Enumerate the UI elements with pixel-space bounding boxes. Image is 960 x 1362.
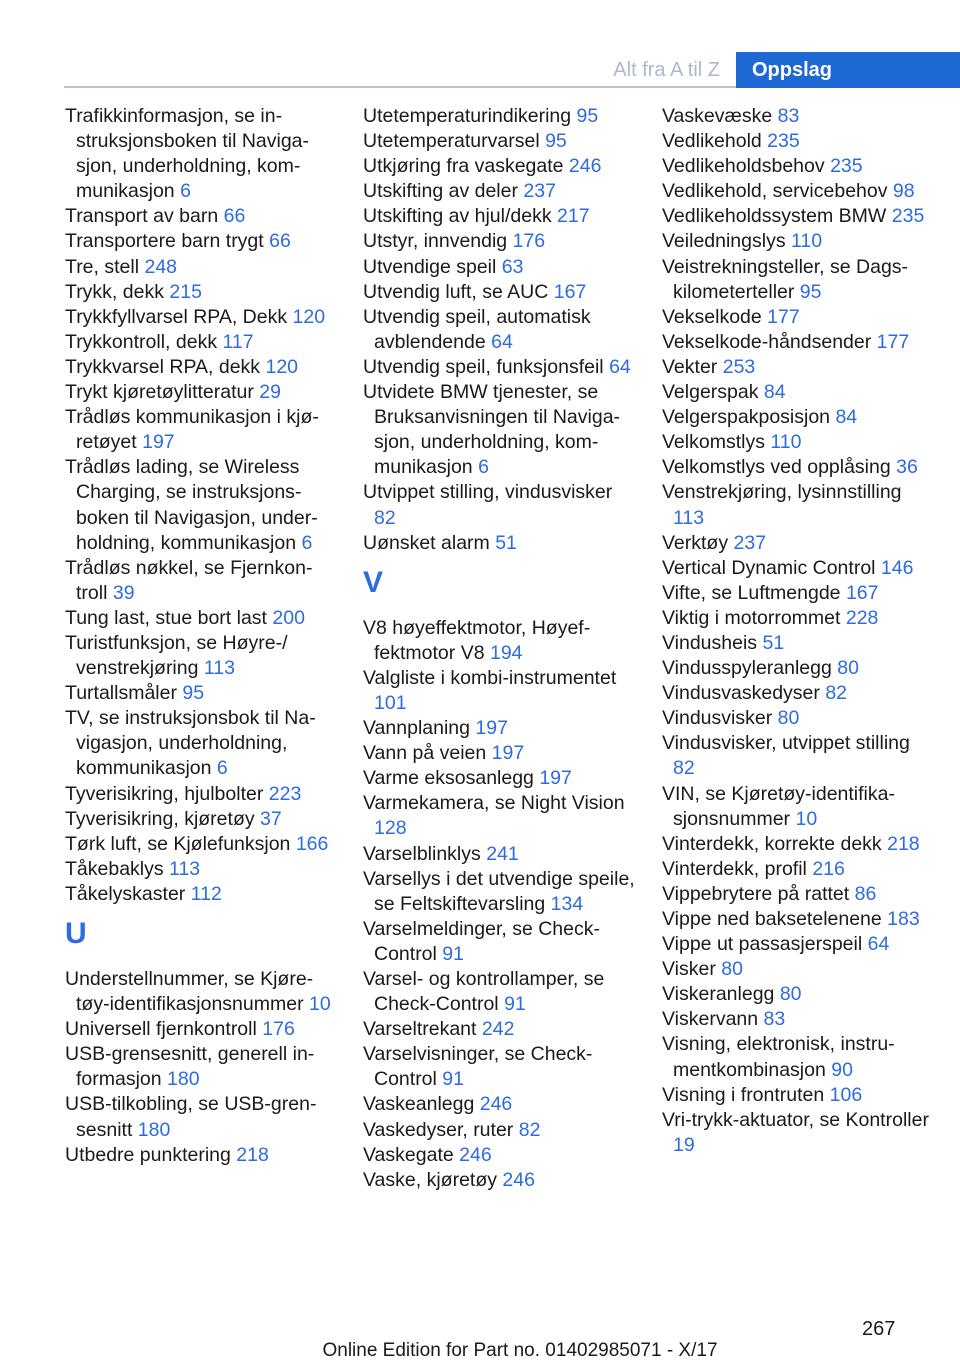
page-reference-link[interactable]: 176 [262,1018,295,1041]
index-term: Vertical Dynamic Control [662,556,876,579]
page-reference-link[interactable]: 146 [880,556,914,579]
page-reference-link[interactable]: 80 [777,707,800,730]
page-reference-link[interactable]: 66 [269,230,291,253]
index-term: Trådløs kommunikasjon i kjøretøyet [65,406,319,454]
index-term: VIN, se Kjøretøy-identifikasjonsnummer [662,782,895,830]
index-entry [662,380,934,405]
index-term: Vri-trykk-aktuator, se Kontroller [662,1108,929,1131]
page-reference-link[interactable]: 248 [144,255,178,278]
page-reference-link[interactable]: 180 [167,1068,200,1091]
index-column-1 [65,104,337,1168]
index-entry [65,204,337,229]
page-reference-link[interactable]: 197 [142,431,175,454]
index-entry [363,766,635,791]
index-entry [662,681,934,706]
index-term: Visning, elektronisk, instrumentkombinasjon [662,1033,895,1081]
page-reference-link[interactable]: 91 [442,1068,464,1091]
index-entry [65,631,337,681]
index-entry [662,631,934,656]
index-entry [65,1042,337,1092]
index-term: Tåkelyskaster [65,882,186,905]
index-entry [662,606,934,631]
index-term: Tyverisikring, kjøretøy [65,807,255,830]
index-term: Vaskegate [363,1143,454,1166]
section-title: Alt fra A til Z [613,59,720,81]
index-term: Utstyr, innvendig [363,230,508,253]
index-entry [65,280,337,305]
index-entry [662,255,934,305]
index-term: Vippe ut passasjerspeil [662,933,863,956]
index-entry [363,305,635,355]
page-reference-link[interactable]: 176 [512,230,546,253]
index-term: Utskifting av deler [363,180,518,203]
index-term: Trykkontroll, dekk [65,330,218,353]
index-entry [65,1017,337,1042]
index-term: Trådløs nøkkel, se Fjernkontroll [65,556,313,604]
index-term: Varsellys i det utvendige speile, se Feltskiftevarsling [363,867,635,915]
index-term: Utetemperaturvarsel [363,130,540,153]
index-term: Trykkvarsel RPA, dekk [65,355,261,378]
page-reference-link[interactable]: 134 [550,892,584,915]
index-entry [363,179,635,204]
index-entry [662,455,934,480]
page-reference-link[interactable]: 91 [504,993,526,1016]
index-entry [662,129,934,154]
index-term: Visning i frontruten [662,1083,825,1106]
index-term: Vifte, se Luftmengde [662,581,841,604]
index-entry [65,967,337,1017]
index-term: Veiledningslys [662,230,786,253]
page-reference-link[interactable]: 90 [831,1058,853,1081]
index-term: Vekselkode [662,305,762,328]
page-reference-link[interactable]: 197 [475,717,508,740]
index-entry [363,917,635,967]
page-reference-link[interactable]: 120 [292,305,326,328]
index-term: Tre, stell [65,255,140,278]
index-entry [363,255,635,280]
index-term: Vindusheis [662,631,758,654]
index-entry [363,666,635,716]
index-term: Varseltrekant [363,1018,477,1041]
index-term: Vaskeanlegg [363,1093,475,1116]
index-entry [363,616,635,666]
index-term: Tung last, stue bort last [65,606,267,629]
page-reference-link[interactable]: 223 [268,782,302,805]
index-term: Trykt kjøretøylitteratur [65,381,254,404]
index-term: Varsel- og kontrollamper, se Check-Control [363,968,605,1016]
index-entry [363,741,635,766]
page-reference-link[interactable]: 63 [501,255,524,278]
page-reference-link[interactable]: 95 [545,130,567,153]
index-entry [363,229,635,254]
page-reference-link[interactable]: 82 [673,757,695,780]
index-entry [65,380,337,405]
index-entry [662,706,934,731]
page-reference-link[interactable]: 95 [576,105,599,127]
index-term: Tørk luft, se Kjølefunksjon [65,832,291,855]
index-term: Vannplaning [363,717,470,740]
page-reference-link[interactable]: 80 [837,657,859,680]
page-reference-link[interactable]: 95 [182,682,205,705]
page-reference-link[interactable]: 128 [374,817,407,840]
footer-edition: Online Edition for Part no. 01402985071 - X/17 [322,1340,718,1361]
page-reference-link[interactable]: 36 [896,456,918,479]
index-term: Varselblinklys [363,842,481,865]
index-entry [662,1007,934,1032]
index-term: Visker [662,958,716,981]
index-entry [662,430,934,455]
page-reference-link[interactable]: 10 [795,807,818,830]
page-reference-link[interactable]: 235 [767,130,800,153]
index-entry [363,104,635,129]
index-entry [662,405,934,430]
index-entry [65,405,337,455]
page-reference-link[interactable]: 84 [763,381,786,404]
index-term: Transport av barn [65,205,219,228]
index-entry [662,857,934,882]
index-term: USB-tilkobling, se USB-grensesnitt [65,1093,317,1141]
index-entry [65,1092,337,1142]
index-term: Utkjøring fra vaskegate [363,155,564,178]
page-reference-link[interactable]: 29 [259,381,281,404]
page-reference-link[interactable]: 82 [374,506,396,529]
index-entry [65,255,337,280]
page-reference-link[interactable]: 218 [887,832,920,855]
index-entry [363,1092,635,1117]
index-term: Verktøy [662,531,729,554]
index-entry [363,791,635,841]
page-reference-link[interactable]: 113 [673,506,705,529]
page-reference-link[interactable]: 237 [523,180,556,203]
index-entry [662,179,934,204]
index-term: Varmekamera, se Night Vision [363,792,625,815]
page-reference-link[interactable]: 167 [553,280,587,303]
index-term: Vinterdekk, korrekte dekk [662,832,882,855]
index-term: Trafikkinformasjon, se instruksjonsboken til Navigasjon, underholdning, kommunikasjon [65,105,310,203]
index-term: Vekselkode-håndsender [662,330,872,353]
page-reference-link[interactable]: 83 [763,1008,786,1031]
index-entry [65,606,337,631]
index-term: Velgerspakposisjon [662,406,831,429]
page-reference-link[interactable]: 228 [845,606,879,629]
page-reference-link[interactable]: 98 [892,180,915,203]
page-reference-link[interactable]: 110 [770,431,802,454]
index-entry [662,982,934,1007]
index-term: Trådløs lading, se Wireless Charging, se instruksjonsboken til Navigasjon, underholdning, kommunikasjon [65,456,318,554]
index-term: Vedlikehold, servicebehov [662,180,888,203]
page-reference-link[interactable]: 82 [518,1118,541,1141]
index-term: TV, se instruksjonsbok til Navigasjon, underholdning, kommunikasjon [65,707,316,780]
page-reference-link[interactable]: 177 [767,305,800,328]
index-entry [65,882,337,907]
page-reference-link[interactable]: 197 [539,767,572,790]
index-term: Vedlikeholdsbehov [662,155,825,178]
page-reference-link[interactable]: 10 [309,993,331,1016]
page-reference-link[interactable]: 82 [825,682,848,705]
page-reference-link[interactable]: 183 [887,908,920,930]
index-term: Utvendige speil [363,255,497,278]
index-term: Utbedre punktering [65,1143,231,1166]
page-reference-link[interactable]: 166 [295,832,329,855]
index-term: Universell fjernkontroll [65,1018,257,1041]
index-entry [363,867,635,917]
index-term: Vindusvisker, utvippet stilling [662,732,910,755]
index-term: V8 høyeffektmotor, Høyeffektmotor V8 [363,616,591,664]
index-term: Varselvisninger, se Check-Control [363,1043,593,1091]
index-entry [662,1032,934,1082]
index-entry [662,204,934,229]
index-entry [662,355,934,380]
page-reference-link[interactable]: 6 [478,456,489,479]
index-entry [363,355,635,380]
index-term: Trykkfyllvarsel RPA, Dekk [65,305,288,328]
page-reference-link[interactable]: 200 [272,606,305,629]
page-reference-link[interactable]: 80 [721,958,743,981]
page-reference-link[interactable]: 64 [867,933,890,956]
page-reference-link[interactable]: 197 [491,742,525,765]
page-reference-link[interactable]: 64 [491,330,513,353]
page-reference-link[interactable]: 51 [762,631,785,654]
index-column-2 [363,104,635,1193]
page-reference-link[interactable]: 113 [203,657,235,680]
index-entry [662,154,934,179]
index-term: Vindusvisker [662,707,773,730]
index-entry [662,957,934,982]
page-reference-link[interactable]: 117 [222,330,254,353]
page-reference-link[interactable]: 66 [223,205,246,228]
index-term: Tyverisikring, hjulbolter [65,782,264,805]
index-term: Valgliste i kombi-instrumentet [363,666,617,689]
index-entry [65,681,337,706]
index-entry [662,832,934,857]
index-term: Utetemperaturindikering [363,105,572,127]
index-term: Vaskevæske [662,105,773,127]
index-entry [662,1108,934,1158]
index-entry [65,1143,337,1168]
index-entry [363,842,635,867]
index-entry [363,480,635,530]
page-reference-link[interactable]: 106 [829,1083,863,1106]
index-entry [662,882,934,907]
index-entry [662,305,934,330]
page-reference-link[interactable]: 37 [260,807,282,830]
page-reference-link[interactable]: 84 [835,406,858,429]
page-reference-link[interactable]: 110 [791,230,823,253]
page-reference-link[interactable]: 218 [236,1143,269,1166]
index-letter-heading: U [65,917,87,950]
page-reference-link[interactable]: 101 [374,691,407,714]
index-entry [65,857,337,882]
page-reference-link[interactable]: 241 [486,842,519,865]
index-term: Tåkebaklys [65,857,164,880]
index-entry [65,807,337,832]
page-reference-link[interactable]: 194 [489,641,523,664]
index-entry [363,1143,635,1168]
index-term: Vaske, kjøretøy [363,1168,497,1191]
index-entry [65,455,337,555]
index-entry [363,204,635,229]
index-term: Veistrekningsteller, se Dagskilometerteller [662,255,909,303]
index-entry [662,556,934,581]
index-entry [662,229,934,254]
index-term: Vaskedyser, ruter [363,1118,514,1141]
index-term: Viskervann [662,1008,759,1031]
page-reference-link[interactable]: 246 [459,1143,492,1166]
index-entry [65,229,337,254]
index-term: Varselmeldinger, se Check-Control [363,917,600,965]
page-reference-link[interactable]: 91 [442,942,464,965]
index-entry [363,967,635,1017]
page-reference-link[interactable]: 113 [169,857,201,880]
index-entry [662,782,934,832]
index-term: Utvendig speil, automatisk avblendende [363,305,591,353]
index-term: Venstrekjøring, lysinnstilling [662,481,902,504]
index-entry [662,480,934,530]
index-term: Utskifting av hjul/dekk [363,205,552,228]
page-number: 267 [862,1318,896,1340]
page-reference-link[interactable]: 237 [733,531,767,554]
page-reference-link[interactable]: 83 [777,105,800,127]
index-term: Vinterdekk, profil [662,857,807,880]
page-reference-link[interactable]: 246 [479,1093,513,1116]
index-letter-heading: V [363,565,384,599]
index-entry [363,531,635,556]
index-entry [65,782,337,807]
index-term: Vippebrytere på rattet [662,882,850,905]
page-reference-link[interactable]: 80 [779,983,802,1006]
index-term: Viktig i motorrommet [662,606,841,629]
index-entry [65,706,337,781]
index-term: Utvidete BMW tjenester, se Bruksanvisningen til Navigasjon, underholdning, kommunikasjon [363,381,621,479]
index-term: Varme eksosanlegg [363,767,534,790]
page-reference-link[interactable]: 217 [557,205,590,228]
page-reference-link[interactable]: 235 [830,155,863,178]
index-entry [363,280,635,305]
index-term: Transportere barn trygt [65,230,264,253]
index-term: Velgerspak [662,381,759,404]
index-entry [363,154,635,179]
page-reference-link[interactable]: 51 [495,531,517,554]
index-term: Vedlikehold [662,130,762,153]
index-entry [363,129,635,154]
index-term: Uønsket alarm [363,531,490,554]
index-term: Turtallsmåler [65,682,177,705]
index-entry [363,1118,635,1143]
index-term: Understellnummer, se Kjøretøy-identifikasjonsnummer [65,968,314,1016]
page-reference-link[interactable]: 180 [137,1118,171,1141]
index-entry [65,556,337,606]
index-entry [662,531,934,556]
index-term: Velkomstlys [662,431,765,454]
page-reference-link[interactable]: 246 [502,1168,535,1191]
index-entry [65,305,337,330]
index-entry [363,380,635,480]
index-entry [662,656,934,681]
index-term: USB-grensesnitt, generell informasjon [65,1043,315,1091]
index-entry [662,907,934,932]
page-reference-link[interactable]: 112 [190,882,222,905]
chapter-tab: Oppslag [736,52,960,88]
page-reference-link[interactable]: 167 [845,581,879,604]
index-term: Utvendig luft, se AUC [363,280,549,303]
index-term: Utvippet stilling, vindusvisker [363,481,613,504]
index-entry [662,330,934,355]
index-term: Vindusvaskedyser [662,682,820,705]
page-reference-link[interactable]: 216 [812,857,845,880]
index-term: Trykk, dekk [65,280,164,303]
page-reference-link[interactable]: 6 [180,180,191,203]
index-column-3 [662,104,934,1158]
index-term: Turistfunksjon, se Høyre-/ venstrekjøring [65,631,288,680]
page-reference-link[interactable]: 253 [722,355,756,378]
index-entry [363,1042,635,1092]
page-reference-link[interactable]: 19 [673,1133,695,1156]
page-reference-link[interactable]: 64 [609,355,631,378]
index-entry [662,581,934,606]
index-entry [65,355,337,380]
page-reference-link[interactable]: 95 [799,280,822,303]
index-term: Vekter [662,355,718,378]
index-term: Vindusspyleranlegg [662,657,832,680]
index-entry [363,1017,635,1042]
page-reference-link[interactable]: 39 [112,581,135,604]
index-entry [662,731,934,781]
index-entry [65,832,337,857]
index-entry [65,104,337,204]
index-term: Vann på veien [363,742,487,765]
index-term: Velkomstlys ved opplåsing [662,456,891,479]
page-reference-link[interactable]: 235 [891,205,925,228]
page-reference-link[interactable]: 242 [481,1018,515,1041]
page-reference-link[interactable]: 6 [301,531,313,554]
page-reference-link[interactable]: 177 [876,330,910,353]
index-term: Vedlikeholdssystem BMW [662,205,887,228]
index-entry [662,932,934,957]
page-reference-link[interactable]: 120 [265,355,299,378]
index-term: Vippe ned baksetelenene [662,908,882,930]
index-entry [363,1168,635,1193]
page-header [0,26,960,81]
page-reference-link[interactable]: 86 [854,882,877,905]
index-term: Utvendig speil, funksjonsfeil [363,355,604,378]
page-reference-link[interactable]: 215 [169,280,202,303]
page-reference-link[interactable]: 6 [216,757,228,780]
index-entry [65,330,337,355]
index-entry [662,104,934,129]
index-entry [662,1083,934,1108]
index-entry [363,716,635,741]
page-reference-link[interactable]: 246 [568,155,602,178]
index-term: Viskeranlegg [662,983,775,1006]
